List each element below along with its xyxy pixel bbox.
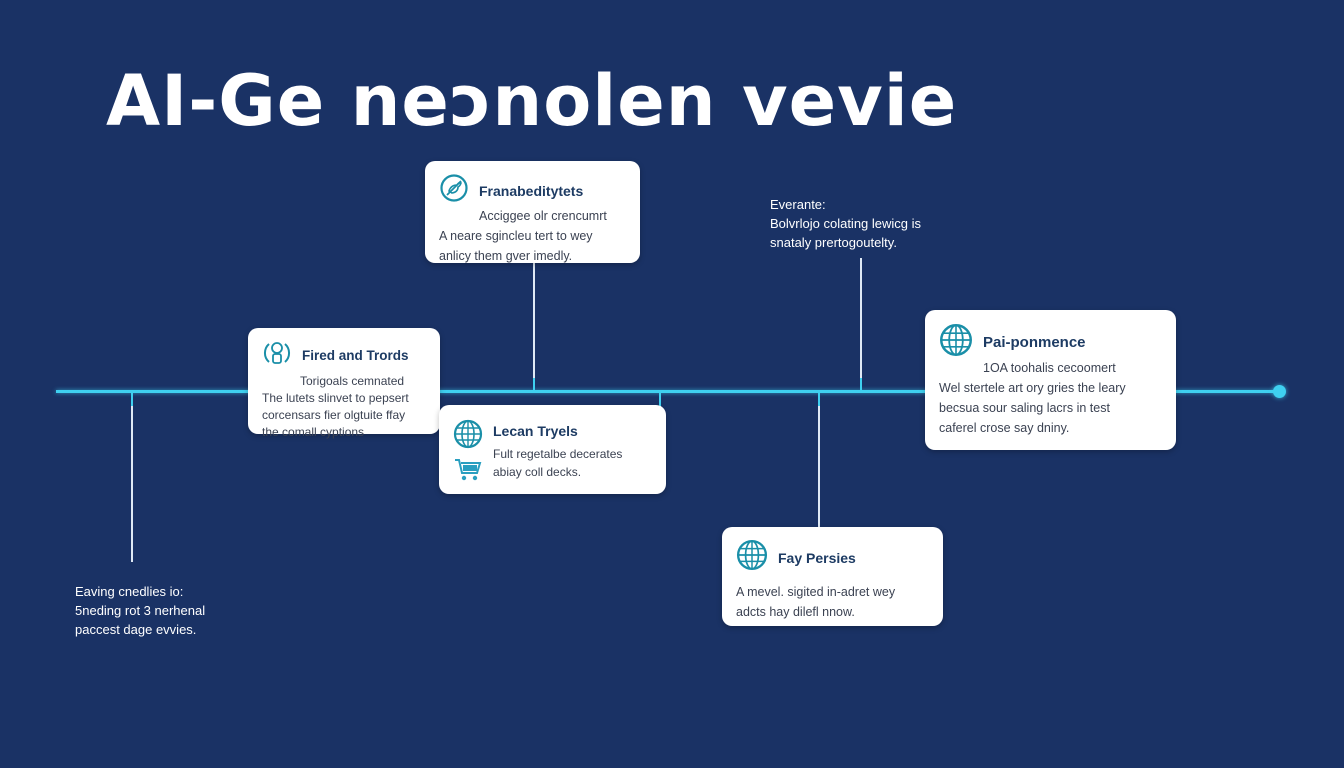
card-title: Fired and Trords — [302, 348, 409, 363]
note-top-right — [770, 195, 921, 252]
timeline-card-1 — [425, 161, 640, 263]
card-text-line: becsua sour saling lacrs in test — [939, 401, 1110, 415]
timeline-card-2 — [248, 328, 440, 439]
card-text-line: Acciggee olr crencumrt — [479, 209, 607, 223]
note-line: 5neding rot 3 nerhenal — [75, 603, 206, 618]
globe-icon — [939, 323, 973, 362]
connector-bottom-left-note — [131, 392, 133, 562]
card-text-line: abiay coll decks. — [493, 465, 582, 479]
connector-card-5 — [818, 392, 820, 528]
card-title: Lecan Tryels — [493, 423, 578, 439]
globe-icon — [453, 419, 483, 454]
lightbulb-circle-icon — [262, 338, 292, 373]
note-line: Bolvrlojo colating lewicg is — [770, 216, 922, 231]
card-title: Pai-ponmence — [983, 334, 1086, 351]
connector-top-right-note — [860, 258, 862, 392]
card-title: Franabeditytets — [479, 182, 584, 199]
card-text-line: Fult regetalbe decerates — [493, 447, 623, 461]
card-text-line: caferel crose say dniny. — [939, 421, 1070, 435]
card-text-line: 1OA toohalis cecoomert — [983, 361, 1116, 375]
timeline-card-4 — [925, 310, 1176, 450]
card-title: Fay Persies — [778, 549, 856, 566]
page-title: AI-Ge neɔnolen vevie — [106, 60, 958, 142]
note-line: snataly prertogoutelty. — [770, 235, 897, 250]
card-text-line: The lutets slinvet to pepsert — [262, 391, 409, 405]
note-line: paccest dage evvies. — [75, 622, 197, 637]
timeline-card-5 — [722, 527, 943, 626]
card-text-line: corcensars fier olgtuite ffay — [262, 408, 406, 422]
card-text-line: anlicy them gver imedly. — [439, 249, 573, 263]
globe-icon — [736, 539, 768, 576]
card-text-line: A neare sgincleu tert to wey — [439, 229, 593, 243]
shopping-cart-icon — [454, 458, 482, 487]
bird-circle-icon — [439, 173, 469, 208]
card-text-line: Torigoals cemnated — [300, 374, 405, 388]
card-text-line: Wel stertele art ory gries the leary — [939, 381, 1126, 395]
connector-card-1 — [533, 262, 535, 392]
note-bottom-left — [75, 582, 205, 639]
card-text-line: adcts hay dilefl nnow. — [736, 605, 855, 619]
card-text-line: A mevel. sigited in-adret wey — [736, 585, 896, 599]
timeline-card-3 — [439, 405, 666, 494]
card-text-line: the comall cyptions — [262, 425, 365, 439]
timeline-end-dot — [1273, 385, 1286, 398]
note-line: Eaving cnedlies io: — [75, 584, 184, 599]
note-line: Everante: — [770, 197, 826, 212]
